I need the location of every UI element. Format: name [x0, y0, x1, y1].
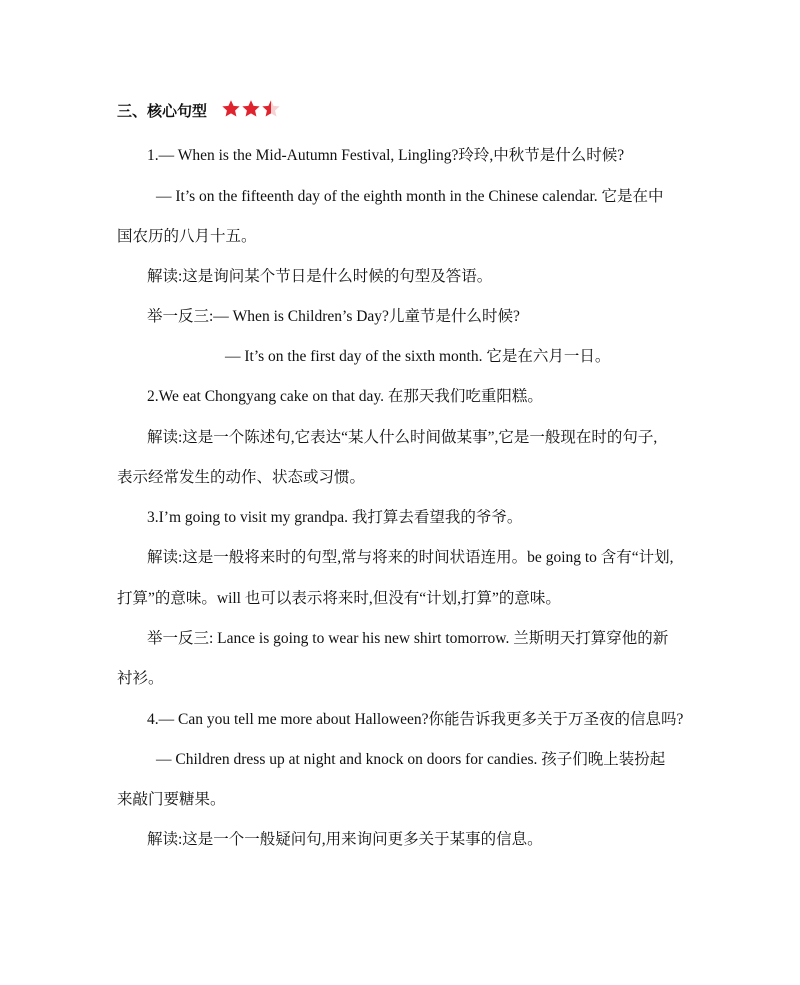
sentence-1-explanation: 解读:这是询问某个节日是什么时候的句型及答语。 [147, 268, 493, 285]
sentence-1-answer-cont: 国农历的八月十五。 [117, 228, 257, 245]
star-icon [241, 99, 261, 119]
section-heading [117, 100, 281, 121]
sentence-1-example-question: 举一反三:— When is Children’s Day?儿童节是什么时候? [147, 308, 520, 325]
star-rating [221, 99, 281, 119]
sentence-2-explanation: 解读:这是一个陈述句,它表达“某人什么时间做某事”,它是一般现在时的句子, [147, 429, 658, 446]
sentence-2: 2.We eat Chongyang cake on that day. 在那天我们吃重阳糕。 [147, 388, 543, 405]
section-title: 三、核心句型 [117, 102, 208, 120]
sentence-4-question: 4.— Can you tell me more about Halloween?你能告诉我更多关于万圣夜的信息吗? [147, 711, 684, 728]
sentence-3: 3.I’m going to visit my grandpa. 我打算去看望我的爷爷。 [147, 509, 523, 526]
sentence-3-explanation: 解读:这是一般将来时的句型,常与将来的时间状语连用。be going to 含有“计划, [147, 549, 674, 566]
sentence-4-explanation: 解读:这是一个一般疑问句,用来询问更多关于某事的信息。 [147, 831, 543, 848]
sentence-2-explanation-cont: 表示经常发生的动作、状态或习惯。 [117, 469, 366, 486]
sentence-3-example: 举一反三: Lance is going to wear his new shirt tomorrow. 兰斯明天打算穿他的新 [147, 630, 669, 647]
sentence-1-question: 1.— When is the Mid-Autumn Festival, Lingling?玲玲,中秋节是什么时候? [147, 147, 625, 164]
sentence-1-example-answer: — It’s on the first day of the sixth month. 它是在六月一日。 [225, 348, 611, 365]
sentence-4-answer: — Children dress up at night and knock on doors for candies. 孩子们晚上装扮起 [156, 751, 666, 768]
sentence-3-explanation-cont: 打算”的意味。will 也可以表示将来时,但没有“计划,打算”的意味。 [117, 590, 561, 607]
star-half-icon [261, 99, 281, 119]
sentence-3-example-cont: 衬衫。 [117, 670, 164, 687]
sentence-4-answer-cont: 来敲门要糖果。 [117, 791, 226, 808]
sentence-1-answer: — It’s on the fifteenth day of the eighth month in the Chinese calendar. 它是在中 [156, 188, 664, 205]
star-icon [221, 99, 241, 119]
